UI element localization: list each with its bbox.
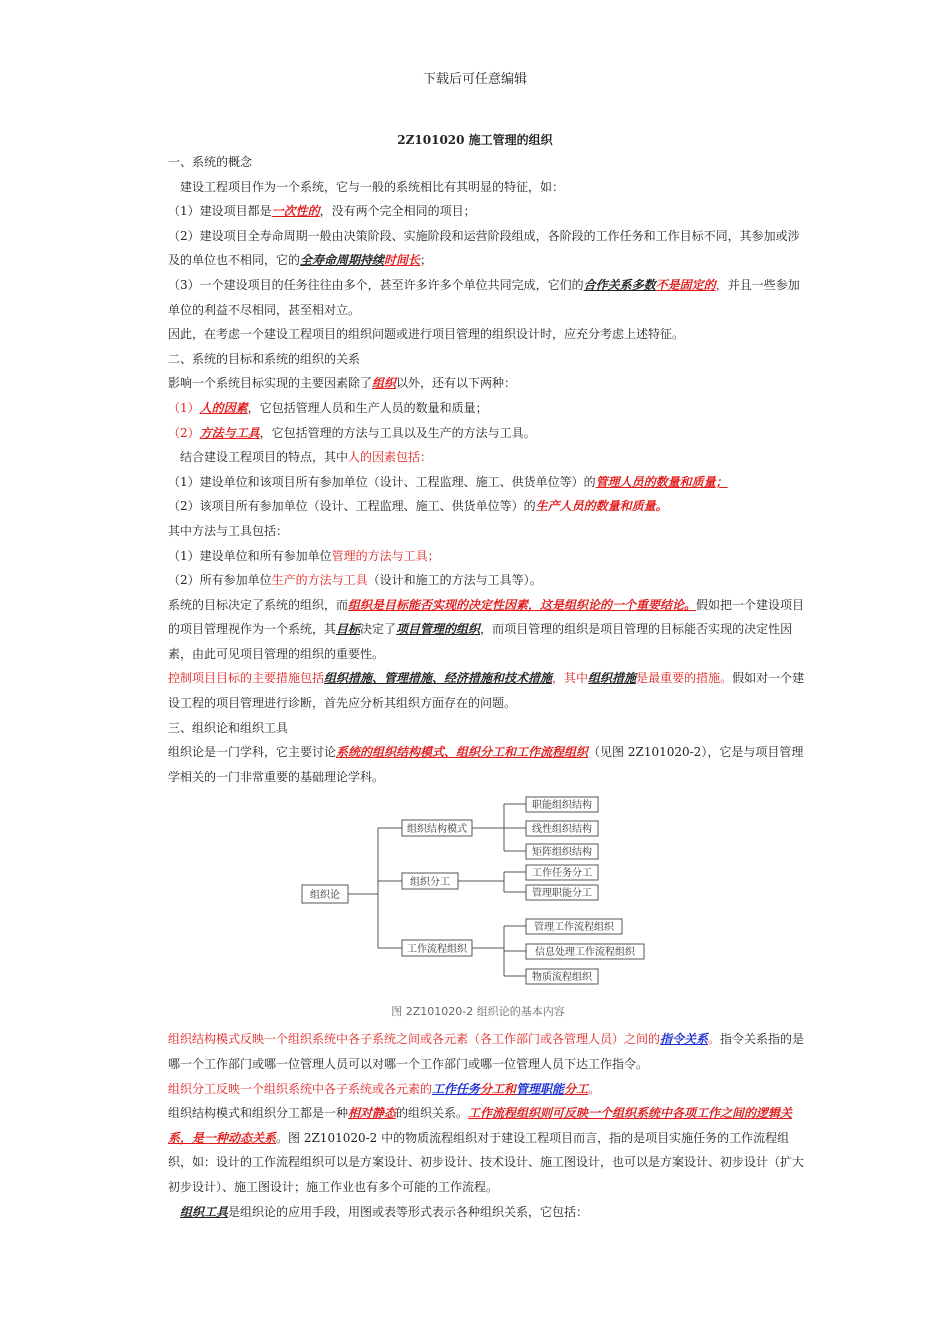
diagram-leaf-label: 管理职能分工 (532, 888, 592, 900)
heading-2: 二、系统的目标和系统的组织的关系 (168, 351, 361, 366)
organization-theory-diagram (298, 795, 658, 1023)
diagram-leaf-label: 线性组织结构 (532, 824, 592, 836)
s2-p2: 结合建设工程项目的特点，其中人的因素包括： (180, 450, 433, 465)
s2-p3: 其中方法与工具包括： (168, 523, 289, 538)
s3-p1: 组织论是一门学科，它主要讨论系统的组织结构模式、组织分工和工作流程组织（见图 2Z101020-2），它是与项目管理学相关的一门非常重要的基础理论学科。 (168, 745, 804, 784)
s2-method-2: （2）所有参加单位生产的方法与工具（设计和施工的方法与工具等）。 (168, 573, 542, 588)
diagram-caption: 图 2Z101020-2 组织论的基本内容 (391, 1005, 565, 1019)
s2-factor-1: （1）人的因素，它包括管理人员和生产人员的数量和质量； (168, 400, 488, 415)
s3-p3: 组织分工反映一个组织系统中各子系统或各元素的工作任务分工和管理职能分工。 (168, 1081, 601, 1096)
diagram-leaf-label: 矩阵组织结构 (532, 847, 592, 859)
s2-human-1: （1）建设单位和该项目所有参加单位（设计、工程监理、施工、供货单位等）的管理人员的数量和质量； (168, 474, 728, 489)
s1-intro: 建设工程项目作为一个系统，它与一般的系统相比有其明显的特征，如： (180, 179, 565, 194)
s1-item-1: （1）建设项目都是一次性的，没有两个完全相同的项目； (168, 204, 476, 219)
heading-3: 三、组织论和组织工具 (168, 720, 289, 735)
diagram-leaf-label: 信息处理工作流程组织 (535, 947, 635, 959)
diagram-leaf-label: 工作任务分工 (532, 868, 592, 880)
s2-method-1: （1）建设单位和所有参加单位管理的方法与工具； (168, 548, 440, 563)
s1-item-2: （2）建设项目全寿命周期一般由决策阶段、实施阶段和运营阶段组成，各阶段的工作任务和工作目标不同，其参加或涉及的单位也不相同，它的全寿命周期持续时间长； (168, 228, 800, 268)
diagram-mid-label-2: 组织分工 (410, 877, 450, 889)
diagram-leaf-label: 职能组织结构 (532, 800, 592, 812)
s2-p5: 控制项目目标的主要措施包括组织措施、管理措施、经济措施和技术措施，其中组织措施是最重要的措施。假如对一个建设工程的项目管理进行诊断，首先应分析其组织方面存在的问题。 (168, 671, 805, 711)
diagram-leaf-label: 管理工作流程组织 (534, 922, 614, 934)
s1-item-3: （3）一个建设项目的任务往往由多个，甚至许多许多个单位共同完成，它们的合作关系多数不是固定的，并且一些参加单位的利益不尽相同，甚至相对立。 (168, 277, 800, 317)
diagram-leaf-label: 物质流程组织 (532, 972, 592, 984)
s2-p4: 系统的目标决定了系统的组织，而组织是目标能否实现的决定性因素，这是组织论的一个重要结论。假如把一个建设项目的项目管理视作为一个系统，其目标决定了项目管理的组织，而项目管理的组织是项目管理的目标能否实现的决定性因素，由此可见项目管理的组织的重要性。 (168, 597, 805, 661)
s3-p4: 组织结构模式和组织分工都是一种相对静态的组织关系。工作流程组织则可反映一个组织系统中各项工作之间的逻辑关系，是一种动态关系。图 2Z101020-2 中的物质流程组织对于建设工程项目而言，指的是项目实施任务的工作流程组织，如：设计的工作流程组织可以是方案设计、初步设计、技术设计、施工图设计，也可以是方案设计、初步设计（扩大初步设计）、施工图设计；施工作业也有多个可能的工作流程。 (168, 1106, 805, 1194)
diagram-root-label: 组织论 (310, 890, 340, 902)
s2-factor-2: （2）方法与工具，它包括管理的方法与工具以及生产的方法与工具。 (168, 425, 536, 440)
s2-human-2: （2）该项目所有参加单位（设计、工程监理、施工、供货单位等）的生产人员的数量和质量。 (168, 499, 668, 514)
heading-1: 一、系统的概念 (168, 155, 253, 169)
document-body (168, 150, 808, 1224)
s1-conclusion: 因此，在考虑一个建设工程项目的组织问题或进行项目管理的组织设计时，应充分考虑上述特征。 (168, 327, 685, 342)
page-header: 下载后可任意编辑 (422, 72, 527, 87)
s2-p1: 影响一个系统目标实现的主要因素除了组织以外，还有以下两种： (168, 376, 517, 391)
section-title: 2Z101020 施工管理的组织 (397, 133, 553, 147)
diagram-mid-label-3: 工作流程组织 (407, 944, 467, 956)
s3-p2: 组织结构模式反映一个组织系统中各子系统之间或各元素（各工作部门或各管理人员）之间的指令关系。指令关系指的是哪一个工作部门或哪一位管理人员可以对哪一个工作部门或哪一位管理人员下达工作指令。 (168, 1032, 805, 1072)
diagram-mid-label-1: 组织结构模式 (407, 824, 467, 836)
s3-p5: 组织工具是组织论的应用手段，用图或表等形式表示各种组织关系，它包括： (180, 1204, 589, 1219)
